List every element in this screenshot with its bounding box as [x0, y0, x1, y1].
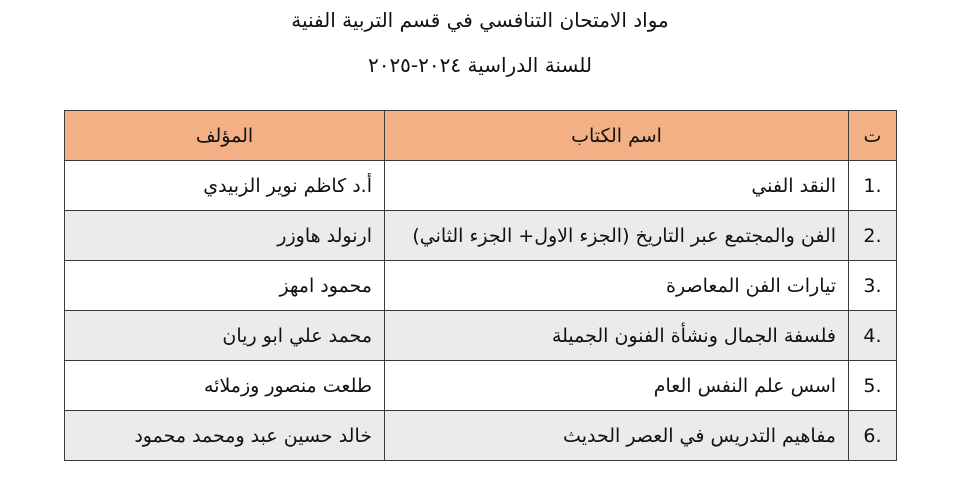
- table-row: [65, 361, 897, 411]
- books-table: [64, 110, 897, 461]
- book-name: فلسفة الجمال ونشأة الفنون الجميلة: [385, 311, 849, 361]
- author-name: محمد علي ابو ريان: [65, 311, 385, 361]
- page-title: مواد الامتحان التنافسي في قسم التربية الفنية: [291, 8, 669, 32]
- header-author: المؤلف: [65, 111, 385, 161]
- book-name: تيارات الفن المعاصرة: [385, 261, 849, 311]
- table-row: [65, 211, 897, 261]
- row-number: 5.: [849, 361, 897, 411]
- table-row: [65, 161, 897, 211]
- author-name: خالد حسين عبد ومحمد محمود: [65, 411, 385, 461]
- author-name: ارنولد هاوزر: [65, 211, 385, 261]
- page-subtitle: للسنة الدراسية ٢٠٢٤-٢٠٢٥: [367, 53, 593, 77]
- author-name: طلعت منصور وزملائه: [65, 361, 385, 411]
- row-number: 1.: [849, 161, 897, 211]
- book-name: اسس علم النفس العام: [385, 361, 849, 411]
- row-number: 6.: [849, 411, 897, 461]
- table-row: [65, 411, 897, 461]
- author-name: أ.د كاظم نوير الزبيدي: [65, 161, 385, 211]
- table-header-row: [65, 111, 897, 161]
- table-row: [65, 311, 897, 361]
- author-name: محمود امهز: [65, 261, 385, 311]
- book-name: الفن والمجتمع عبر التاريخ (الجزء الاول+ الجزء الثاني): [385, 211, 849, 261]
- row-number: 3.: [849, 261, 897, 311]
- header-book-name: اسم الكتاب: [385, 111, 849, 161]
- header-number: ت: [849, 111, 897, 161]
- table-row: [65, 261, 897, 311]
- book-name: مفاهيم التدريس في العصر الحديث: [385, 411, 849, 461]
- row-number: 2.: [849, 211, 897, 261]
- row-number: 4.: [849, 311, 897, 361]
- book-name: النقد الفني: [385, 161, 849, 211]
